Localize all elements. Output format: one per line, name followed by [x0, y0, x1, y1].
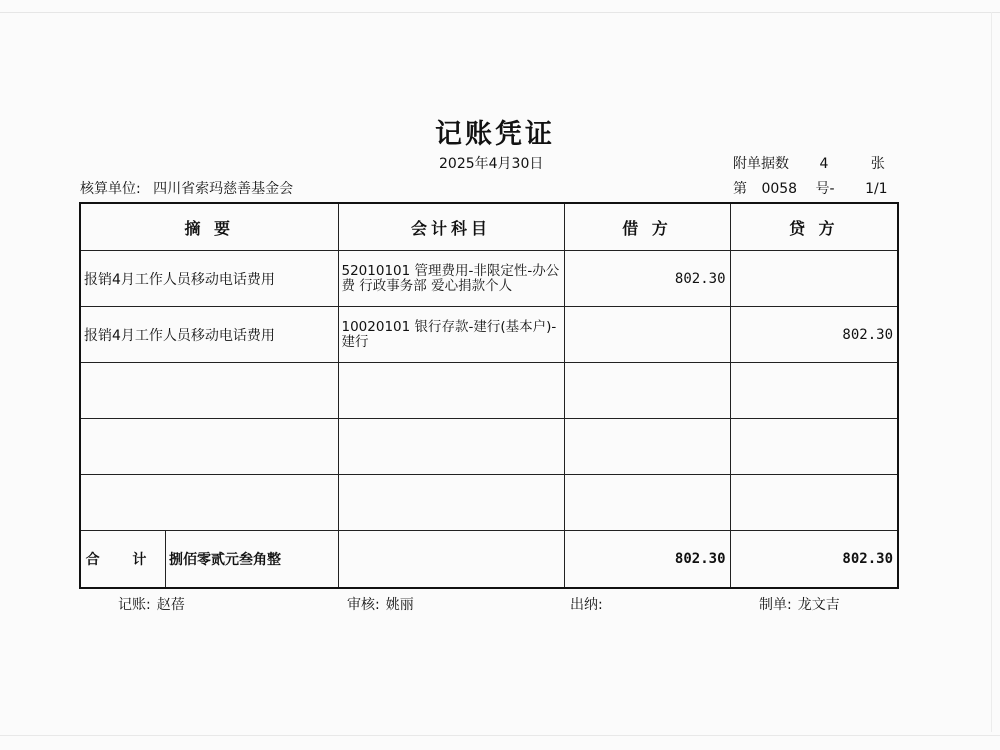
footer-reviewer [347, 594, 414, 614]
total-credit: 802.30 [730, 531, 898, 589]
reviewer-label: 审核: [347, 597, 380, 613]
entry-credit [730, 475, 898, 531]
table-row [80, 475, 898, 531]
attachments-label: 附单据数 [733, 156, 789, 172]
footer-bookkeeper [118, 594, 185, 614]
header-subject: 会计科目 [338, 203, 564, 251]
total-subject-empty [338, 531, 564, 589]
accounting-unit-label: 核算单位: [80, 181, 141, 197]
entry-summary: 报销4月工作人员移动电话费用 [80, 251, 338, 307]
table-header-row [80, 203, 898, 251]
voucher-number-value: 0058 [761, 181, 798, 197]
entry-credit [730, 419, 898, 475]
voucher-table [79, 202, 899, 589]
entry-summary [80, 419, 338, 475]
table-row [80, 307, 898, 363]
voucher-title: 记账凭证 [435, 119, 555, 150]
reviewer-name: 姚丽 [385, 597, 414, 613]
preparer-name: 龙文吉 [797, 597, 840, 613]
entry-credit [730, 251, 898, 307]
entry-credit: 802.30 [730, 307, 898, 363]
scan-edge [991, 12, 992, 732]
header-credit: 贷 方 [730, 203, 898, 251]
entry-summary [80, 363, 338, 419]
entry-subject: 10020101 银行存款-建行(基本户)-建行 [338, 307, 564, 363]
voucher-number-prefix: 第 [733, 181, 747, 197]
attachments-info [733, 153, 885, 173]
attachments-count: 4 [819, 156, 829, 172]
preparer-label: 制单: [759, 597, 792, 613]
accounting-unit-value: 四川省索玛慈善基金会 [153, 181, 294, 197]
entry-summary [80, 475, 338, 531]
bookkeeper-name: 赵蓓 [156, 597, 185, 613]
accounting-unit [80, 178, 293, 198]
footer-preparer [759, 594, 840, 614]
total-amount-words: 捌佰零贰元叁角整 [169, 552, 281, 568]
entry-subject [338, 475, 564, 531]
entry-subject: 52010101 管理费用-非限定性-办公费 行政事务部 爱心捐款个人 [338, 251, 564, 307]
attachments-unit: 张 [870, 156, 885, 172]
cashier-label: 出纳: [570, 597, 603, 613]
entry-debit: 802.30 [564, 251, 730, 307]
entry-subject [338, 363, 564, 419]
total-row [80, 531, 898, 589]
table-row [80, 419, 898, 475]
header-summary: 摘 要 [80, 203, 338, 251]
voucher-date: 2025年4月30日 [439, 156, 544, 172]
table-row [80, 363, 898, 419]
entry-debit [564, 475, 730, 531]
total-cell [80, 531, 338, 589]
voucher-number-suffix: 号- [815, 181, 835, 197]
entry-debit [564, 307, 730, 363]
scan-edge [0, 735, 1000, 736]
table-row [80, 251, 898, 307]
entry-credit [730, 363, 898, 419]
entry-debit [564, 419, 730, 475]
footer-cashier [570, 594, 609, 614]
voucher-page-count: 1/1 [865, 181, 888, 197]
header-debit: 借 方 [564, 203, 730, 251]
total-debit: 802.30 [564, 531, 730, 589]
scan-edge [0, 12, 1000, 13]
total-label: 合 计 [81, 531, 166, 587]
entry-summary: 报销4月工作人员移动电话费用 [80, 307, 338, 363]
bookkeeper-label: 记账: [118, 597, 151, 613]
entry-subject [338, 419, 564, 475]
voucher-number [733, 178, 888, 198]
entry-debit [564, 363, 730, 419]
